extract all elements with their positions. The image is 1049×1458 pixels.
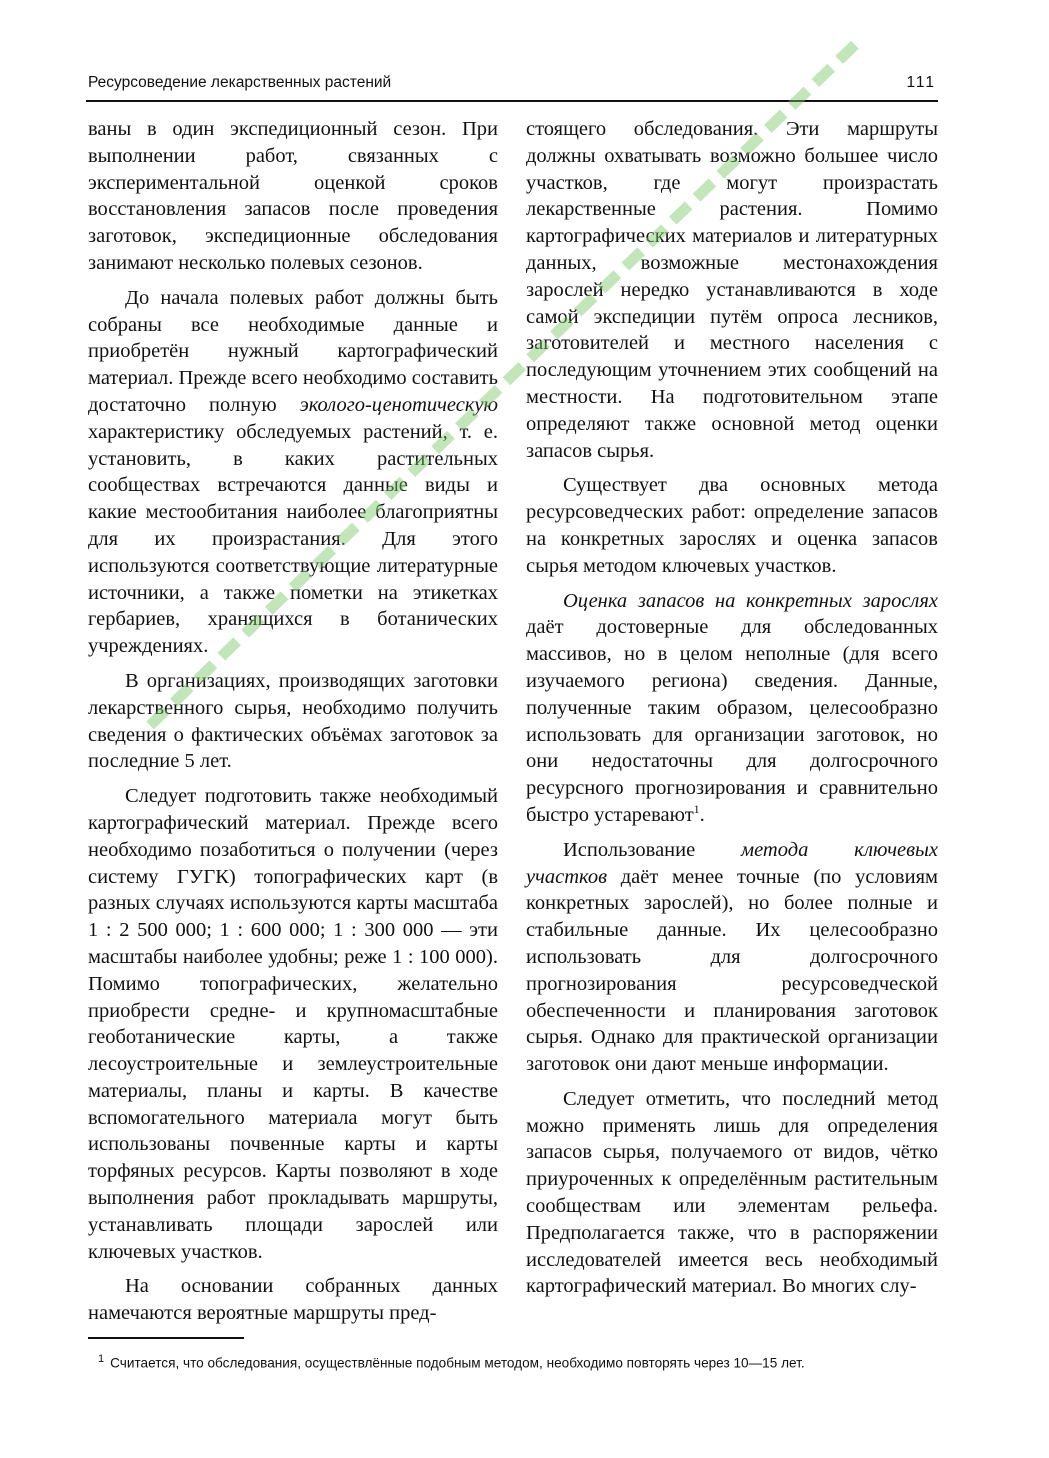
page-number: 111 — [906, 74, 936, 91]
footnote-text: Считается, что обследования, осуществлённые подобным методом, необходимо повторять через 10—15 лет. — [110, 1355, 805, 1371]
running-head-title: Ресурсоведение лекарственных растений — [88, 74, 392, 91]
term-specific-thickets: Оценка запасов на конкретных зарослях — [563, 589, 938, 612]
right-paragraph-3: Оценка запасов на конкретных зарослях даёт достоверные для обследованных массивов, но в целом неполные (для всего изучаемого региона) сведения. Данные, полученные таким образом, целесообразно использовать для организации заготовок, но они недостаточны для долгосрочного ресурсного прогнозирования и сравнительно быстро устаревают$^1$. — [526, 589, 938, 826]
term-key-plots-method: метода ключевых участков — [526, 838, 938, 888]
left-paragraph-1: ваны в один экспедиционный сезон. При выполнении работ, связанных с экспериментальной оценкой сроков восстановления запасов после проведения заготовок, экспедиционные обследования занимают несколько полевых сезонов. — [88, 118, 498, 274]
footnote-rule — [88, 1337, 244, 1339]
left-column — [88, 116, 498, 1335]
right-paragraph-1: стоящего обследования. Эти маршруты должны охватывать возможно большее число участков, где могут произрастать лекарственные растения. Помимо картографических материалов и литературных данных, возможные местонахождения зарослей нередко устанавливаются в ходе самой экспедиции путём опроса лесников, заготовителей и местного населения с последующим уточнением этих сообщений на местности. На подготовительном этапе определяют также основной метод оценки запасов сырья. — [526, 118, 938, 462]
footnote — [98, 1349, 948, 1374]
right-column — [526, 116, 938, 1308]
header-rule — [86, 100, 938, 102]
left-paragraph-5: На основании собранных данных намечаются вероятные маршруты пред- — [88, 1275, 498, 1325]
right-paragraph-5: Следует отметить, что последний метод можно применять лишь для определения запасов сырья, получаемого от видов, чётко приуроченных к определённым растительным сообществам или элементам рельефа. Предполагается также, что в распоряжении исследователей имеется весь необходимый картографический материал. Во многих слу- — [526, 1087, 938, 1298]
footnote-mark: 1 — [98, 1353, 105, 1365]
left-paragraph-3: В организациях, производящих заготовки лекарственного сырья, необходимо получить сведения о фактических объёмах заготовок за последние 5 лет. — [88, 669, 498, 773]
term-eco-cenotic: эколого-ценотическую — [299, 393, 498, 416]
right-paragraph-2: Существует два основных метода ресурсоведческих работ: определение запасов на конкретных зарослях и оценка запасов сырья методом ключевых участков. — [526, 474, 938, 577]
left-paragraph-2: До начала полевых работ должны быть собраны все необходимые данные и приобретён нужный картографический материал. Прежде всего необходимо составить достаточно полную эколого-ценотическую характеристику обследуемых растений, т. е. установить, в каких растительных сообществах встречаются данные виды и какие местообитания наиболее благоприятны для их произрастания. Для этого используются соответствующие литературные источники, а также пометки на этикетках гербариев, хранящихся в ботанических учреждениях. — [88, 286, 498, 658]
footnote-reference[interactable]: 1 — [693, 802, 700, 817]
left-paragraph-4: Следует подготовить также необходимый картографический материал. Прежде всего необходимо позаботиться о получении (через систему ГУГК) топографических карт (в разных случаях используются карты масштаба 1 : 2 500 000; 1 : 600 000; 1 : 300 000 — эти масштабы наиболее удобны; реже 1 : 100 000). Помимо топографических, желательно приобрести средне- и крупномасштабные геоботанические карты, а также лесоустроительные и землеустроительные материалы, планы и карты. В качестве вспомогательного материала могут быть использованы почвенные карты и карты торфяных ресурсов. Карты позволяют в ходе выполнения работ прокладывать маршруты, устанавливать площади зарослей или ключевых участков. — [88, 785, 498, 1263]
right-paragraph-4: Использование метода ключевых участков даёт менее точные (по условиям конкретных зарослей), но более полные и стабильные данные. Их целесообразно использовать для долгосрочного прогнозирования ресурсоведческой обеспеченности и планирования заготовок сырья. Однако для практической организации заготовок они дают меньше информации. — [526, 838, 938, 1076]
